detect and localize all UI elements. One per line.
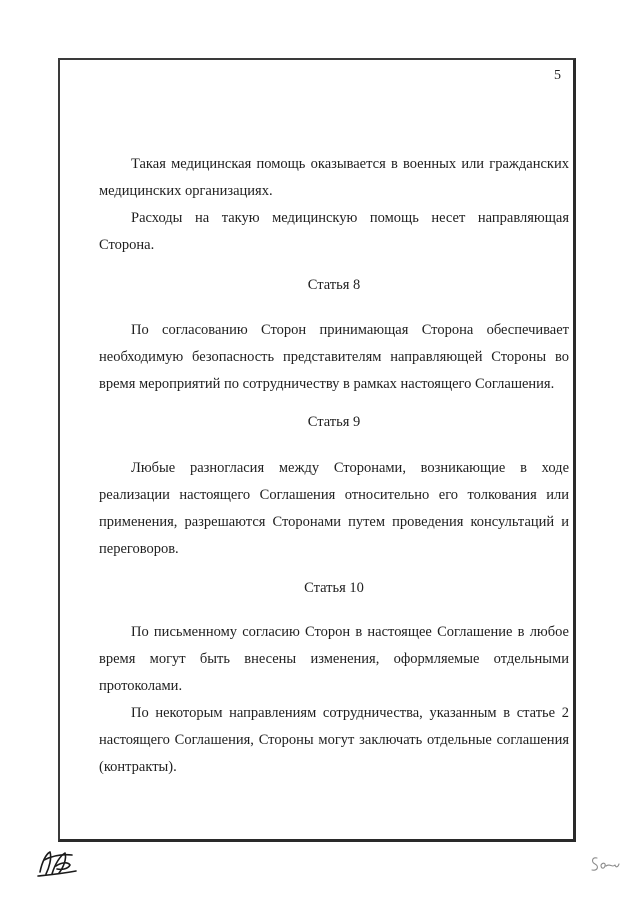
page-number: 5: [554, 68, 561, 83]
paragraph-disputes: Любые разногласия между Сторонами, возникающие в ходе реализации настоящего Соглашения относительно его толкования или применения, разрешаются Сторонами путем проведения консультаций и переговоров.: [99, 460, 569, 557]
paragraph-expenses: Расходы на такую медицинскую помощь несет направляющая Сторона.: [99, 210, 569, 253]
article-10-body: [99, 619, 569, 781]
article-9-body: [99, 455, 569, 563]
paragraph-medical-aid: Такая медицинская помощь оказывается в военных или гражданских медицинских организациях.: [99, 156, 569, 199]
article-9-heading: Статья 9: [307, 414, 361, 430]
article-10-heading: Статья 10: [304, 580, 364, 596]
article-7-continuation: [99, 151, 569, 259]
article-8-heading: Статья 8: [307, 277, 361, 293]
paragraph-separate-agreements: По некоторым направлениям сотрудничества, указанным в статье 2 настоящего Соглашения, Стороны могут заключать отдельные соглашения (контракты).: [99, 705, 569, 775]
right-signature-initials: [588, 852, 622, 878]
left-signature-initials: [32, 846, 80, 880]
paragraph-amendments: По письменному согласию Сторон в настоящее Соглашение в любое время могут быть внесены изменения, оформляемые отдельными протоколами.: [99, 624, 569, 694]
article-8-body: [99, 317, 569, 398]
paragraph-security: По согласованию Сторон принимающая Сторона обеспечивает необходимую безопасность представителям направляющей Стороны во время мероприятий по сотрудничеству в рамках настоящего Соглашения.: [99, 322, 569, 392]
